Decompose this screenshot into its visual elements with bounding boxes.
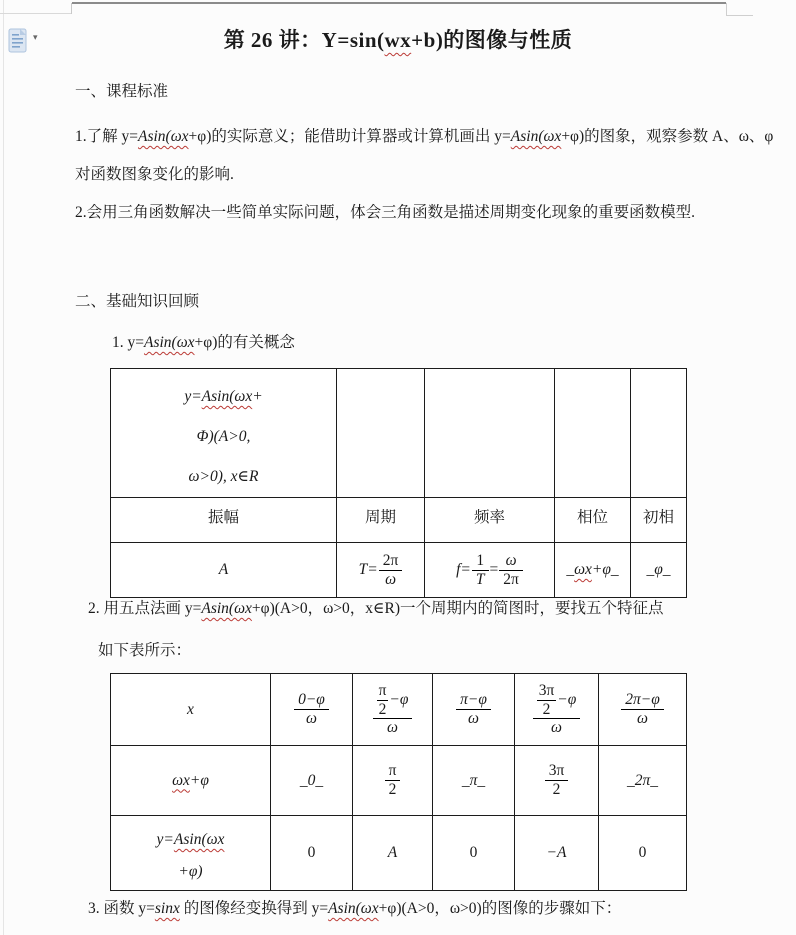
section-heading-course-standard: 一、课程标准 xyxy=(75,83,169,100)
row-y-value-2: A xyxy=(353,816,433,891)
empty-cell xyxy=(555,369,631,498)
value-amplitude: A xyxy=(111,543,337,598)
empty-cell xyxy=(425,369,555,498)
row-x-value-5: $\frac{2\pi-\varphi}{\omega}$ xyxy=(599,674,687,746)
row-wx-value-3: _π_ xyxy=(433,746,515,816)
margin-crop-mark-left xyxy=(0,13,72,14)
row-y-value-1: 0 xyxy=(271,816,353,891)
concept-table xyxy=(110,368,687,598)
row-x-value-3: $\frac{\pi-\varphi}{\omega}$ xyxy=(433,674,515,746)
list-item-2: 2. 用五点法画 y=Asin(ωx+φ)(A>0，ω>0，x∈R)一个周期内的简图时，要找五个特征点 xyxy=(88,600,664,617)
header-period: 周期 xyxy=(337,498,425,543)
value-period: T= $\frac{2\pi}{\omega}$ xyxy=(337,543,425,598)
row-y-value-3: 0 xyxy=(433,816,515,891)
definition-cell: y=Asin(ωx+ Φ)(A>0, ω>0), x∈R xyxy=(111,369,337,498)
margin-crop-mark-left xyxy=(71,3,72,14)
header-phase: 相位 xyxy=(555,498,631,543)
row-wx-value-4: $\frac{3\pi}{2}$ xyxy=(515,746,599,816)
value-initial-phase: _φ_ xyxy=(631,543,687,598)
row-x-value-2: $\frac{\pi}{2}$ −φ ω xyxy=(353,674,433,746)
five-points-table xyxy=(110,673,687,891)
paragraph-1-line-1: 1.了解 y=Asin(ωx+φ)的实际意义；能借助计算器或计算机画出 y=Asin(ωx+φ)的图象，观察参数 A、ω、φ xyxy=(75,128,774,145)
paragraph-1-line-2: 对函数图象变化的影响. xyxy=(75,166,234,183)
empty-cell xyxy=(631,369,687,498)
row-x-value-1: $\frac{0-\varphi}{\omega}$ xyxy=(271,674,353,746)
list-item-1: 1. y=Asin(ωx+φ)的有关概念 xyxy=(112,334,295,351)
row-x-label: x xyxy=(111,674,271,746)
row-wx-label: ωx+φ xyxy=(111,746,271,816)
list-item-3: 3. 函数 y=sinx 的图像经变换得到 y=Asin(ωx+φ)(A>0，ω>0)的图像的步骤如下： xyxy=(88,900,622,917)
row-x-value-4: $\frac{3\pi}{2}$ −φ ω xyxy=(515,674,599,746)
header-amplitude: 振幅 xyxy=(111,498,337,543)
row-wx-value-1: _0_ xyxy=(271,746,353,816)
header-initial-phase: 初相 xyxy=(631,498,687,543)
window-edge-line xyxy=(3,0,4,935)
row-y-value-5: 0 xyxy=(599,816,687,891)
page-title: 第 26 讲：Y=sin(wx+b)的图像与性质 xyxy=(223,28,573,52)
row-wx-value-5: _2π_ xyxy=(599,746,687,816)
section-heading-knowledge-review: 二、基础知识回顾 xyxy=(75,293,200,310)
dropdown-arrow-icon[interactable]: ▾ xyxy=(33,33,38,43)
value-phase: _ωx+φ_ xyxy=(555,543,631,598)
misspelled-word: wx xyxy=(384,28,412,52)
value-frequency: f= $\frac{1}{T}$ = $\frac{\omega}{2\pi}$ xyxy=(425,543,555,598)
list-item-2-continued: 如下表所示： xyxy=(98,642,192,659)
page-top-edge xyxy=(72,2,726,4)
empty-cell xyxy=(337,369,425,498)
row-wx-value-2: $\frac{\pi}{2}$ xyxy=(353,746,433,816)
paragraph-2: 2.会用三角函数解决一些简单实际问题，体会三角函数是描述周期变化现象的重要函数模型. xyxy=(75,204,696,221)
row-y-label: y=Asin(ωx +φ) xyxy=(111,816,271,891)
margin-crop-mark-right xyxy=(726,15,753,16)
header-frequency: 频率 xyxy=(425,498,555,543)
row-y-value-4: −A xyxy=(515,816,599,891)
